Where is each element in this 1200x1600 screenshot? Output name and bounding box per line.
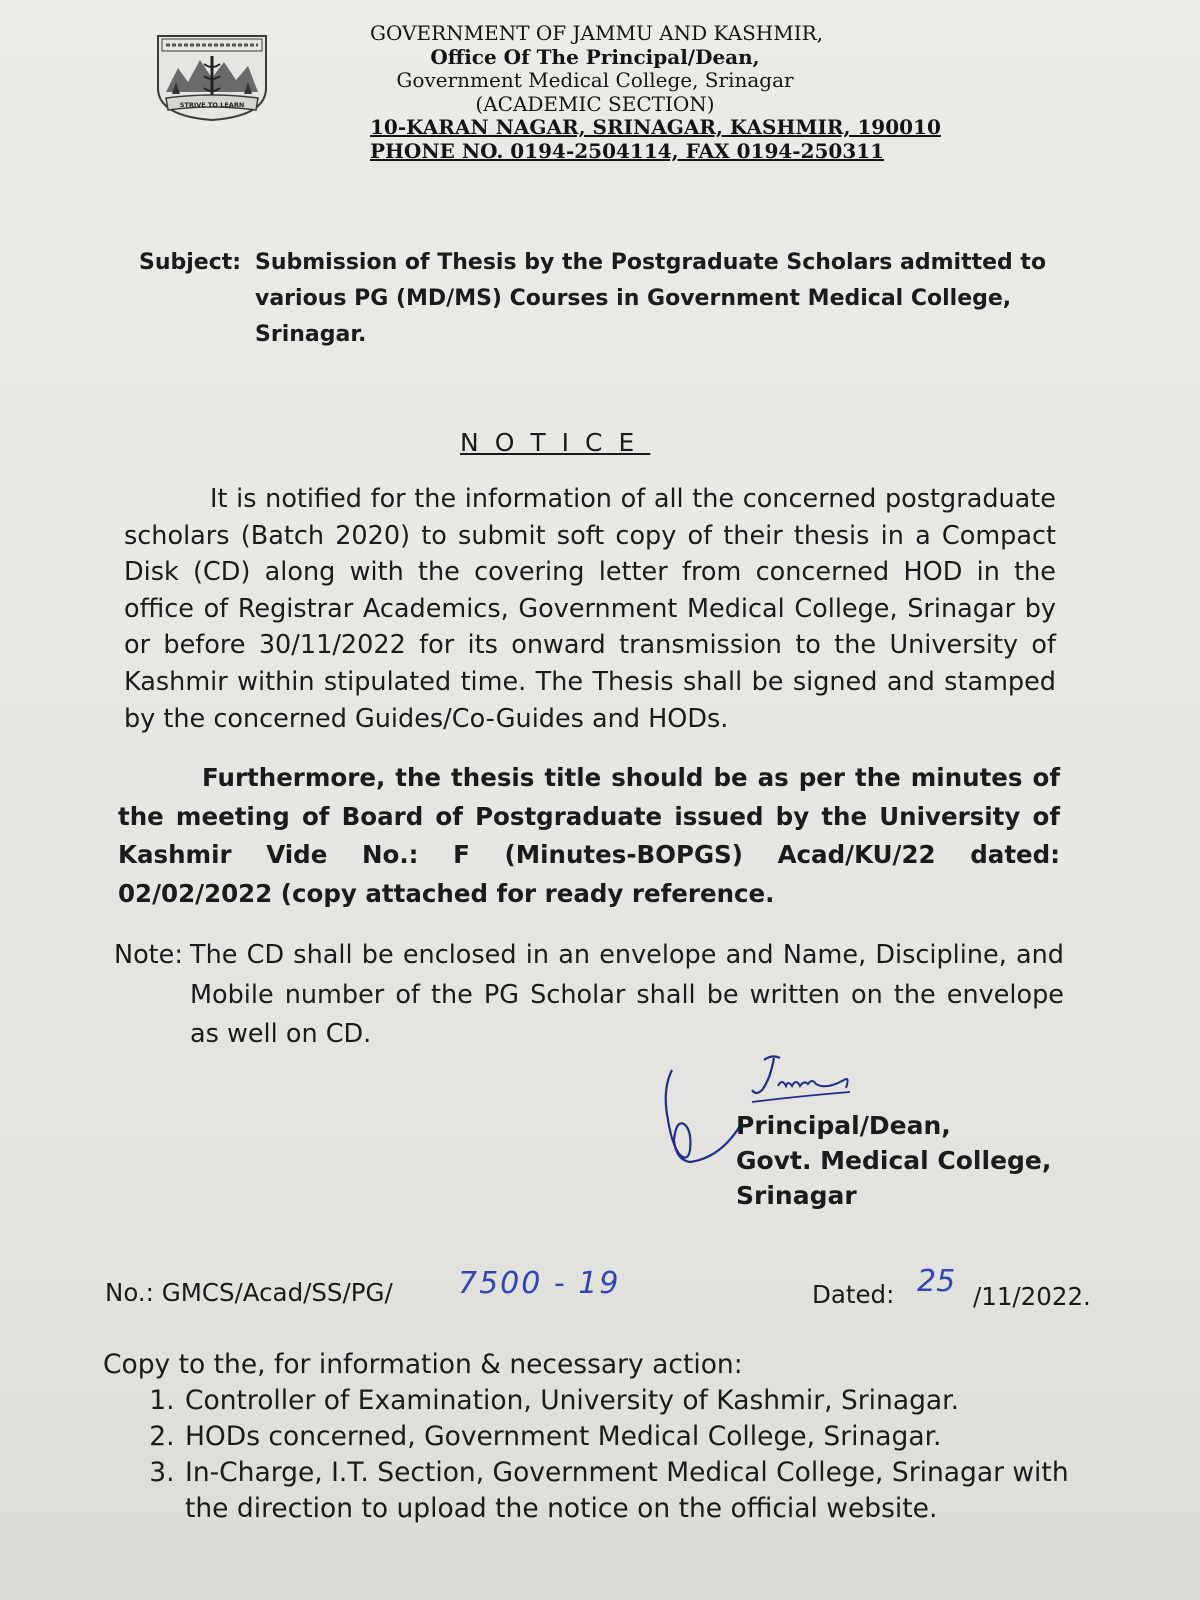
dated-day-handwritten: 25 — [917, 1264, 956, 1299]
copy-to-block — [103, 1347, 1103, 1527]
notice-title: NOTICE — [460, 428, 651, 457]
subject-text: Submission of Thesis by the Postgraduate Scholars admitted to various PG (MD/MS) Courses in Government Medical College, Srinagar. — [255, 250, 1047, 347]
college-crest-logo — [152, 30, 272, 122]
dated-month-year: /11/2022. — [973, 1282, 1091, 1311]
copy-to-item: 1. Controller of Examination, University of Kashmir, Srinagar. — [183, 1383, 1103, 1419]
logo-motto: STRIVE TO LEARN — [179, 101, 245, 109]
dated-label: Dated: — [812, 1280, 895, 1309]
copy-to-list — [103, 1383, 1103, 1527]
signatory-college: Govt. Medical College, — [736, 1146, 1052, 1175]
letterhead-phone: PHONE NO. 0194-2504114, FAX 0194-250311 — [370, 138, 885, 163]
signatory-designation — [736, 1108, 1051, 1213]
signatory-title: Principal/Dean, — [736, 1111, 951, 1140]
letterhead-section: (ACADEMIC SECTION) — [475, 91, 715, 116]
letterhead-college: Government Medical College, Srinagar — [396, 68, 794, 92]
notice-paragraph-2: Furthermore, the thesis title should be as per the minutes of the meeting of Board of Postgraduate issued by the University of Kashmir Vide No.: F (Minutes-BOPGS) Acad/KU/22 dated: 02/02/2022 (copy attached for ready reference. — [118, 763, 1060, 908]
letterhead — [370, 22, 970, 163]
copy-to-item: 2. HODs concerned, Government Medical College, Srinagar. — [183, 1419, 1103, 1455]
signatory-city: Srinagar — [736, 1181, 857, 1210]
note-text: The CD shall be enclosed in an envelope and Name, Discipline, and Mobile number of the PG Scholar shall be written on the envelope as well on CD. — [190, 940, 1064, 1049]
note-label: Note: — [114, 940, 183, 970]
subject-label: Subject: — [139, 250, 242, 275]
letterhead-government: GOVERNMENT OF JAMMU AND KASHMIR, — [370, 21, 824, 45]
copy-to-heading: Copy to the, for information & necessary action: — [103, 1349, 743, 1380]
letterhead-office: Office Of The Principal/Dean, — [430, 44, 760, 69]
reference-number-handwritten: 7500 - 19 — [458, 1266, 621, 1301]
reference-number-prefix: No.: GMCS/Acad/SS/PG/ — [105, 1278, 393, 1307]
copy-to-item: 3. In-Charge, I.T. Section, Government Medical College, Srinagar with the direction to upload the notice on the official website. — [183, 1455, 1103, 1527]
letterhead-address: 10-KARAN NAGAR, SRINAGAR, KASHMIR, 190010 — [370, 115, 941, 139]
notice-paragraph-1: It is notified for the information of all the concerned postgraduate scholars (Batch 2020) to submit soft copy of their thesis in a Compact Disk (CD) along with the covering letter from concerned HOD in the office of Registrar Academics, Government Medical College, Srinagar by or before 30/11/2022 for its onward transmission to the University of Kashmir within stipulated time. The Thesis shall be signed and stamped by the concerned Guides/Co-Guides and HODs. — [124, 484, 1056, 734]
